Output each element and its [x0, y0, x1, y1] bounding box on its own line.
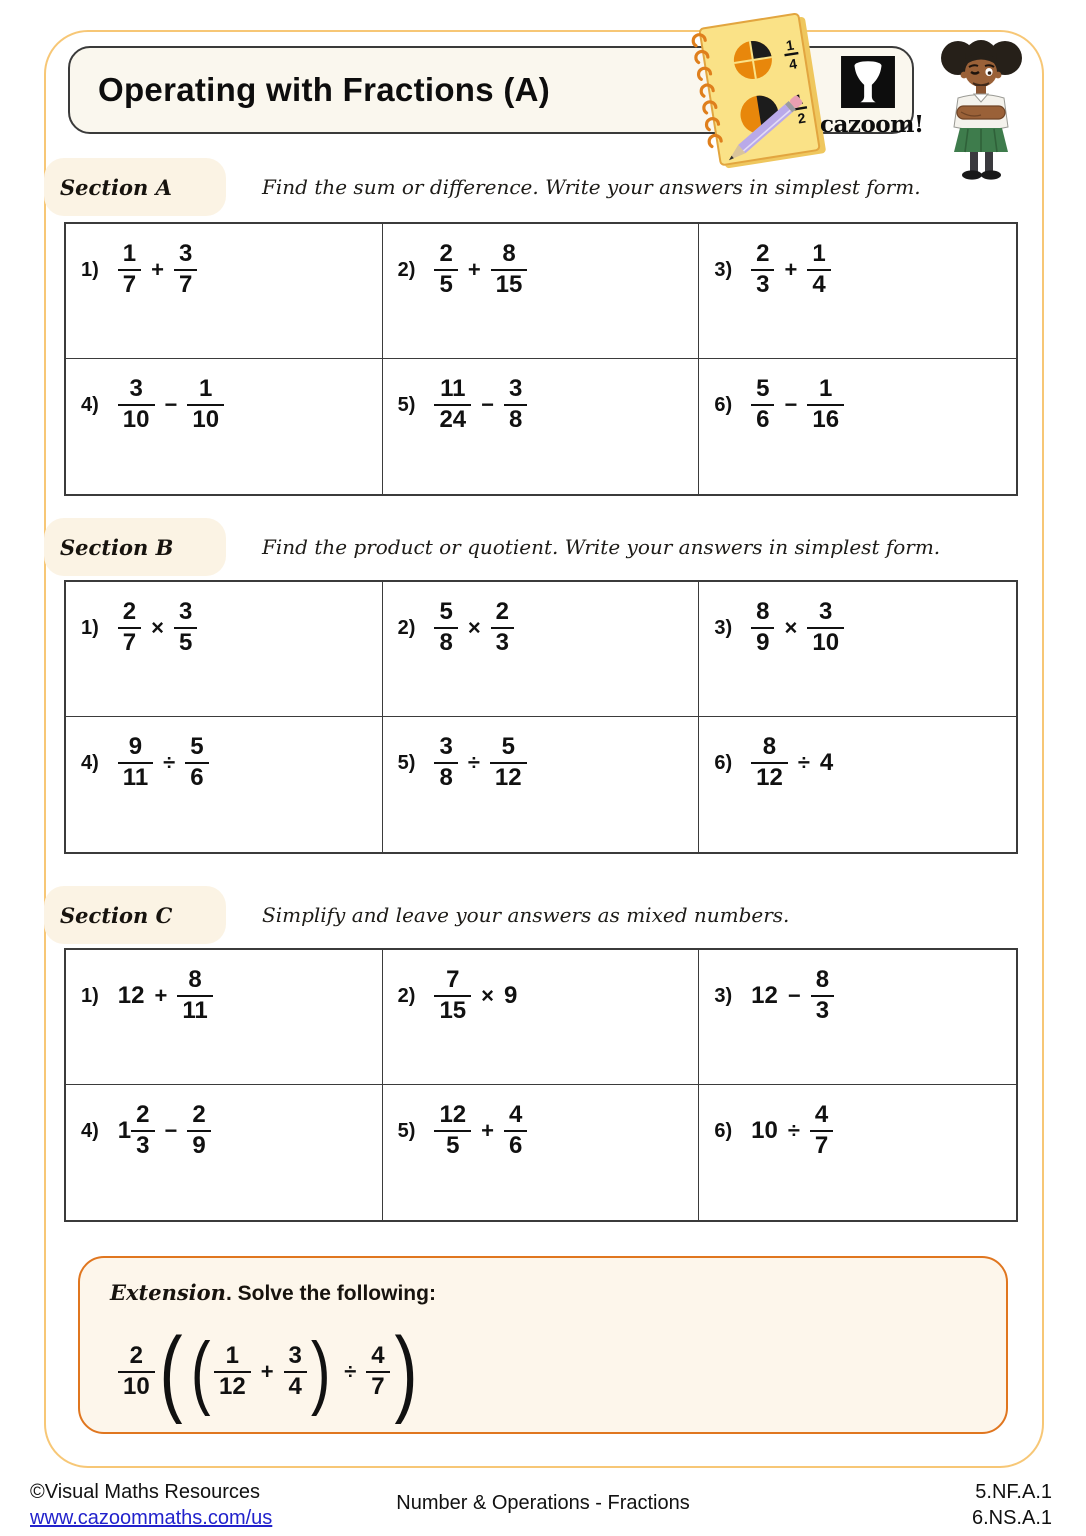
operator: ÷	[344, 1359, 357, 1384]
section-c-grid	[64, 948, 1018, 1222]
bracket: (	[159, 1317, 183, 1425]
operator: ×	[151, 615, 165, 641]
drum-icon	[841, 56, 895, 108]
problem-cell	[699, 359, 1016, 494]
operator: +	[481, 1118, 495, 1144]
problem-cell	[383, 224, 700, 359]
operator: −	[787, 983, 801, 1009]
problem-cell	[699, 224, 1016, 359]
fraction: $\frac{9}{11}$	[118, 734, 153, 792]
fraction: $\frac{3}{8}$	[504, 376, 527, 434]
standard-1: 5.NF.A.1	[975, 1481, 1052, 1503]
whole-number: 12	[117, 982, 145, 1010]
page-title: Operating with Fractions (A)	[98, 71, 551, 108]
fraction: $\frac{2}{3}$	[131, 1102, 154, 1160]
extension-label: Extension	[110, 1280, 226, 1305]
problem-number: 4)	[81, 393, 99, 416]
fraction: $\frac{2}{9}$	[187, 1102, 210, 1160]
section-a-pill	[44, 158, 226, 216]
fraction: $\frac{5}{6}$	[751, 376, 774, 434]
problem-number: 6)	[714, 751, 733, 774]
footer-standards	[972, 1479, 1052, 1531]
fraction: $\frac{1}{16}$	[807, 376, 844, 434]
section-b-grid	[64, 580, 1018, 854]
problem-number: 2)	[397, 616, 416, 639]
section-b-instruction: Find the product or quotient. Write your answers in simplest form.	[262, 535, 941, 559]
section-a-header	[44, 158, 921, 216]
operator: +	[154, 983, 168, 1009]
fraction: $\frac{8}{15}$	[491, 241, 528, 299]
fraction: $\frac{3}{8}$	[434, 734, 457, 792]
problem-cell	[383, 1085, 700, 1220]
fraction: $\frac{5}{12}$	[490, 734, 527, 792]
fraction: $\frac{2}{7}$	[118, 599, 141, 657]
extension-box	[78, 1256, 1008, 1434]
footer-topic: Number & Operations - Fractions	[396, 1492, 690, 1514]
svg-text:2: 2	[796, 109, 807, 127]
problem-cell	[383, 582, 700, 717]
operator: ÷	[467, 750, 480, 776]
fraction: $\frac{4}{7}$	[810, 1102, 833, 1160]
fraction: $\frac{11}{24}$	[434, 376, 471, 434]
problem-number: 3)	[714, 258, 733, 281]
problem-cell	[383, 950, 700, 1085]
problem-number: 5)	[397, 393, 416, 416]
fraction: $\frac{8}{11}$	[177, 967, 212, 1025]
problem-number: 2)	[397, 984, 416, 1007]
problem-number: 4)	[81, 751, 99, 774]
problem-cell	[66, 359, 383, 494]
mixed-number: 1 $\frac{2}{3}$	[118, 1102, 155, 1160]
fraction: $\frac{3}{7}$	[174, 241, 197, 299]
fraction: $\frac{5}{6}$	[185, 734, 208, 792]
problem-cell	[66, 717, 383, 852]
fraction: $\frac{8}{12}$	[751, 734, 788, 792]
fraction: $\frac{7}{15}$	[434, 967, 471, 1025]
standard-2: 6.NS.A.1	[971, 1507, 1052, 1529]
problem-cell	[383, 359, 700, 494]
section-a-label: Section A	[60, 174, 172, 200]
extension-prompt: . Solve the following:	[225, 1282, 436, 1305]
operator: +	[784, 257, 798, 283]
problem-number: 4)	[81, 1119, 99, 1142]
fraction: $\frac{12}{5}$	[434, 1102, 471, 1160]
bracket: )	[394, 1317, 418, 1425]
problem-cell	[699, 717, 1016, 852]
problem-cell	[66, 1085, 383, 1220]
bracket: )	[310, 1326, 331, 1418]
operator: −	[481, 392, 495, 418]
svg-text:4: 4	[787, 55, 799, 73]
section-c-header	[44, 886, 789, 944]
problem-cell	[66, 224, 383, 359]
problem-number: 5)	[397, 1119, 416, 1142]
extension-header	[110, 1280, 436, 1306]
whole-number: 4	[819, 749, 834, 777]
fraction: $\frac{3}{10}$	[118, 376, 155, 434]
problem-number: 5)	[397, 751, 416, 774]
operator: ×	[784, 615, 798, 641]
operator: ÷	[787, 1118, 800, 1144]
problem-number: 6)	[714, 393, 733, 416]
problem-number: 1)	[81, 258, 99, 281]
problem-number: 6)	[714, 1119, 733, 1142]
problem-number: 2)	[397, 258, 416, 281]
fraction: $\frac{4}{7}$	[366, 1343, 389, 1401]
extension-expression	[118, 1317, 422, 1425]
fraction: $\frac{4}{6}$	[504, 1102, 527, 1160]
fraction: $\frac{2}{5}$	[434, 241, 457, 299]
operator: ×	[481, 983, 495, 1009]
operator: −	[784, 392, 798, 418]
fraction: $\frac{3}{5}$	[174, 599, 197, 657]
copyright-text: ©Visual Maths Resources	[30, 1481, 261, 1503]
section-b-header	[44, 518, 940, 576]
fraction: $\frac{2}{10}$	[118, 1343, 155, 1401]
bracket: (	[190, 1326, 211, 1418]
section-c-instruction: Simplify and leave your answers as mixed numbers.	[262, 903, 790, 927]
fraction: $\frac{2}{3}$	[491, 599, 514, 657]
whole-number: 10	[751, 1117, 778, 1145]
cazoom-logo	[820, 56, 924, 138]
section-b-label: Section B	[60, 534, 174, 560]
problem-number: 3)	[714, 616, 733, 639]
section-c-label: Section C	[60, 902, 173, 928]
operator: +	[260, 1359, 274, 1384]
fraction: $\frac{1}{12}$	[214, 1343, 251, 1401]
problem-cell	[66, 950, 383, 1085]
problem-cell	[699, 582, 1016, 717]
operator: −	[164, 1118, 178, 1144]
fraction: $\frac{1}{7}$	[118, 241, 141, 299]
problem-cell	[699, 950, 1016, 1085]
section-a-grid	[64, 222, 1018, 496]
student-character	[928, 34, 1034, 182]
fraction: $\frac{3}{10}$	[807, 599, 844, 657]
section-b-pill	[44, 518, 226, 576]
problem-number: 3)	[714, 984, 733, 1007]
section-a-instruction: Find the sum or difference. Write your answers in simplest form.	[262, 175, 921, 199]
problem-number: 1)	[81, 984, 99, 1007]
brand-text: cazoom!	[820, 111, 924, 138]
svg-text:1: 1	[784, 36, 796, 54]
operator: ÷	[163, 750, 176, 776]
fraction: $\frac{2}{3}$	[751, 241, 774, 299]
operator: +	[151, 257, 165, 283]
operator: +	[467, 257, 481, 283]
problem-cell	[66, 582, 383, 717]
operator: −	[164, 392, 178, 418]
fraction: $\frac{5}{8}$	[434, 599, 457, 657]
website-link[interactable]: www.cazoommaths.com/us	[30, 1507, 273, 1529]
whole-number: 9	[504, 982, 518, 1010]
problem-cell	[699, 1085, 1016, 1220]
fraction: $\frac{1}{4}$	[807, 241, 830, 299]
operator: ÷	[797, 750, 810, 776]
fraction: $\frac{8}{9}$	[751, 599, 774, 657]
problem-cell	[383, 717, 700, 852]
whole-number: 12	[751, 982, 778, 1010]
operator: ×	[467, 615, 481, 641]
fraction: $\frac{8}{3}$	[811, 967, 834, 1025]
problem-number: 1)	[81, 616, 99, 639]
section-c-pill	[44, 886, 226, 944]
fraction: $\frac{1}{10}$	[187, 376, 224, 434]
fraction: $\frac{3}{4}$	[284, 1343, 307, 1401]
